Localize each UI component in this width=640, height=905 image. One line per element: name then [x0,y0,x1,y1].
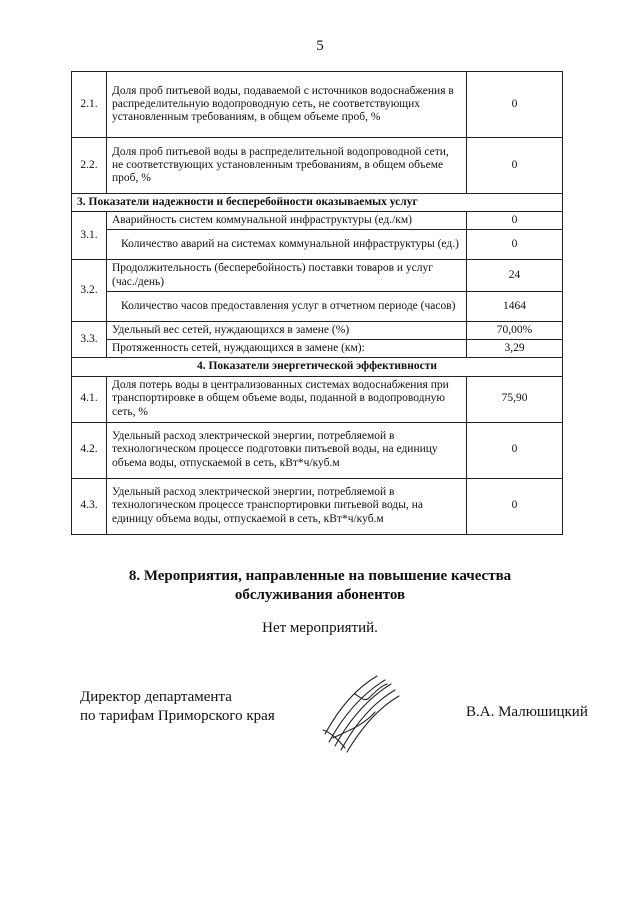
row-description: Протяженность сетей, нуждающихся в замене (км): [107,340,467,358]
row-number: 4.3. [72,478,107,534]
row-value: 70,00% [467,321,563,339]
row-description: Количество аварий на системах коммунальной инфраструктуры (ед.) [107,230,467,260]
row-number: 2.2. [72,138,107,194]
section-8-heading [0,567,640,605]
table-row-2-1 [72,72,563,138]
row-description: Удельный расход электрической энергии, потребляемой в технологическом процессе подготовки питьевой воды, на единицу объема воды, отпускаемой в сеть, кВт*ч/куб.м [107,422,467,478]
signer-title-line2: по тарифам Приморского края [80,708,275,724]
section-3-row [72,194,563,212]
indicators-table [71,71,563,535]
section-8-heading-line2: обслуживания абонентов [234,587,406,603]
section-4-title: 4. Показатели энергетической эффективности [72,358,563,376]
table-row-2-2 [72,138,563,194]
table-row-3-1a [72,212,563,230]
row-value: 0 [467,230,563,260]
table-row-4-3 [72,478,563,534]
section-4-row [72,358,563,376]
table-row-3-2a [72,260,563,291]
row-value: 24 [467,260,563,291]
row-number: 4.1. [72,376,107,422]
row-value: 0 [467,138,563,194]
page-number: 5 [316,38,324,54]
table-row-3-1b [72,230,563,260]
row-description: Количество часов предоставления услуг в отчетном периоде (часов) [107,291,467,321]
table-row-3-3a [72,321,563,339]
table-row-4-2 [72,422,563,478]
table-row-3-3b [72,340,563,358]
signer-name: В.А. Малюшицкий [466,704,588,720]
row-number: 3.2. [72,260,107,321]
row-value: 0 [467,72,563,138]
row-description: Доля потерь воды в централизованных системах водоснабжения при транспортировке в общем объеме воды, поданной в водопроводную сеть, % [107,376,467,422]
row-value: 75,90 [467,376,563,422]
row-number: 2.1. [72,72,107,138]
row-value: 0 [467,422,563,478]
table-row-4-1 [72,376,563,422]
section-8-heading-line1: 8. Мероприятия, направленные на повышение качества [128,568,512,584]
row-value: 0 [467,212,563,230]
row-number: 3.1. [72,212,107,260]
signer-title [80,688,275,726]
row-description: Доля проб питьевой воды, подаваемой с источников водоснабжения в распределительную водопроводную сеть, не соответствующих установленным требованиям, в общем объеме проб, % [107,72,467,138]
row-description: Удельный расход электрической энергии, потребляемой в технологическом процессе транспортировки питьевой воды, на единицу объема воды, отпускаемой в сеть, кВт*ч/куб.м [107,478,467,534]
no-measures-text: Нет мероприятий. [262,620,378,636]
row-value: 0 [467,478,563,534]
row-description: Аварийность систем коммунальной инфраструктуры (ед./км) [107,212,467,230]
row-number: 3.3. [72,321,107,357]
row-value: 1464 [467,291,563,321]
section-3-title: 3. Показатели надежности и бесперебойности оказываемых услуг [72,194,563,212]
row-description: Удельный вес сетей, нуждающихся в замене (%) [107,321,467,339]
row-value: 3,29 [467,340,563,358]
row-description: Продолжительность (бесперебойность) поставки товаров и услуг (час./день) [107,260,467,291]
handwritten-signature [315,672,405,754]
table-row-3-2b [72,291,563,321]
row-number: 4.2. [72,422,107,478]
row-description: Доля проб питьевой воды в распределительной водопроводной сети, не соответствующих установленным требованиям, в общем объеме проб, % [107,138,467,194]
signer-title-line1: Директор департамента [80,689,232,705]
